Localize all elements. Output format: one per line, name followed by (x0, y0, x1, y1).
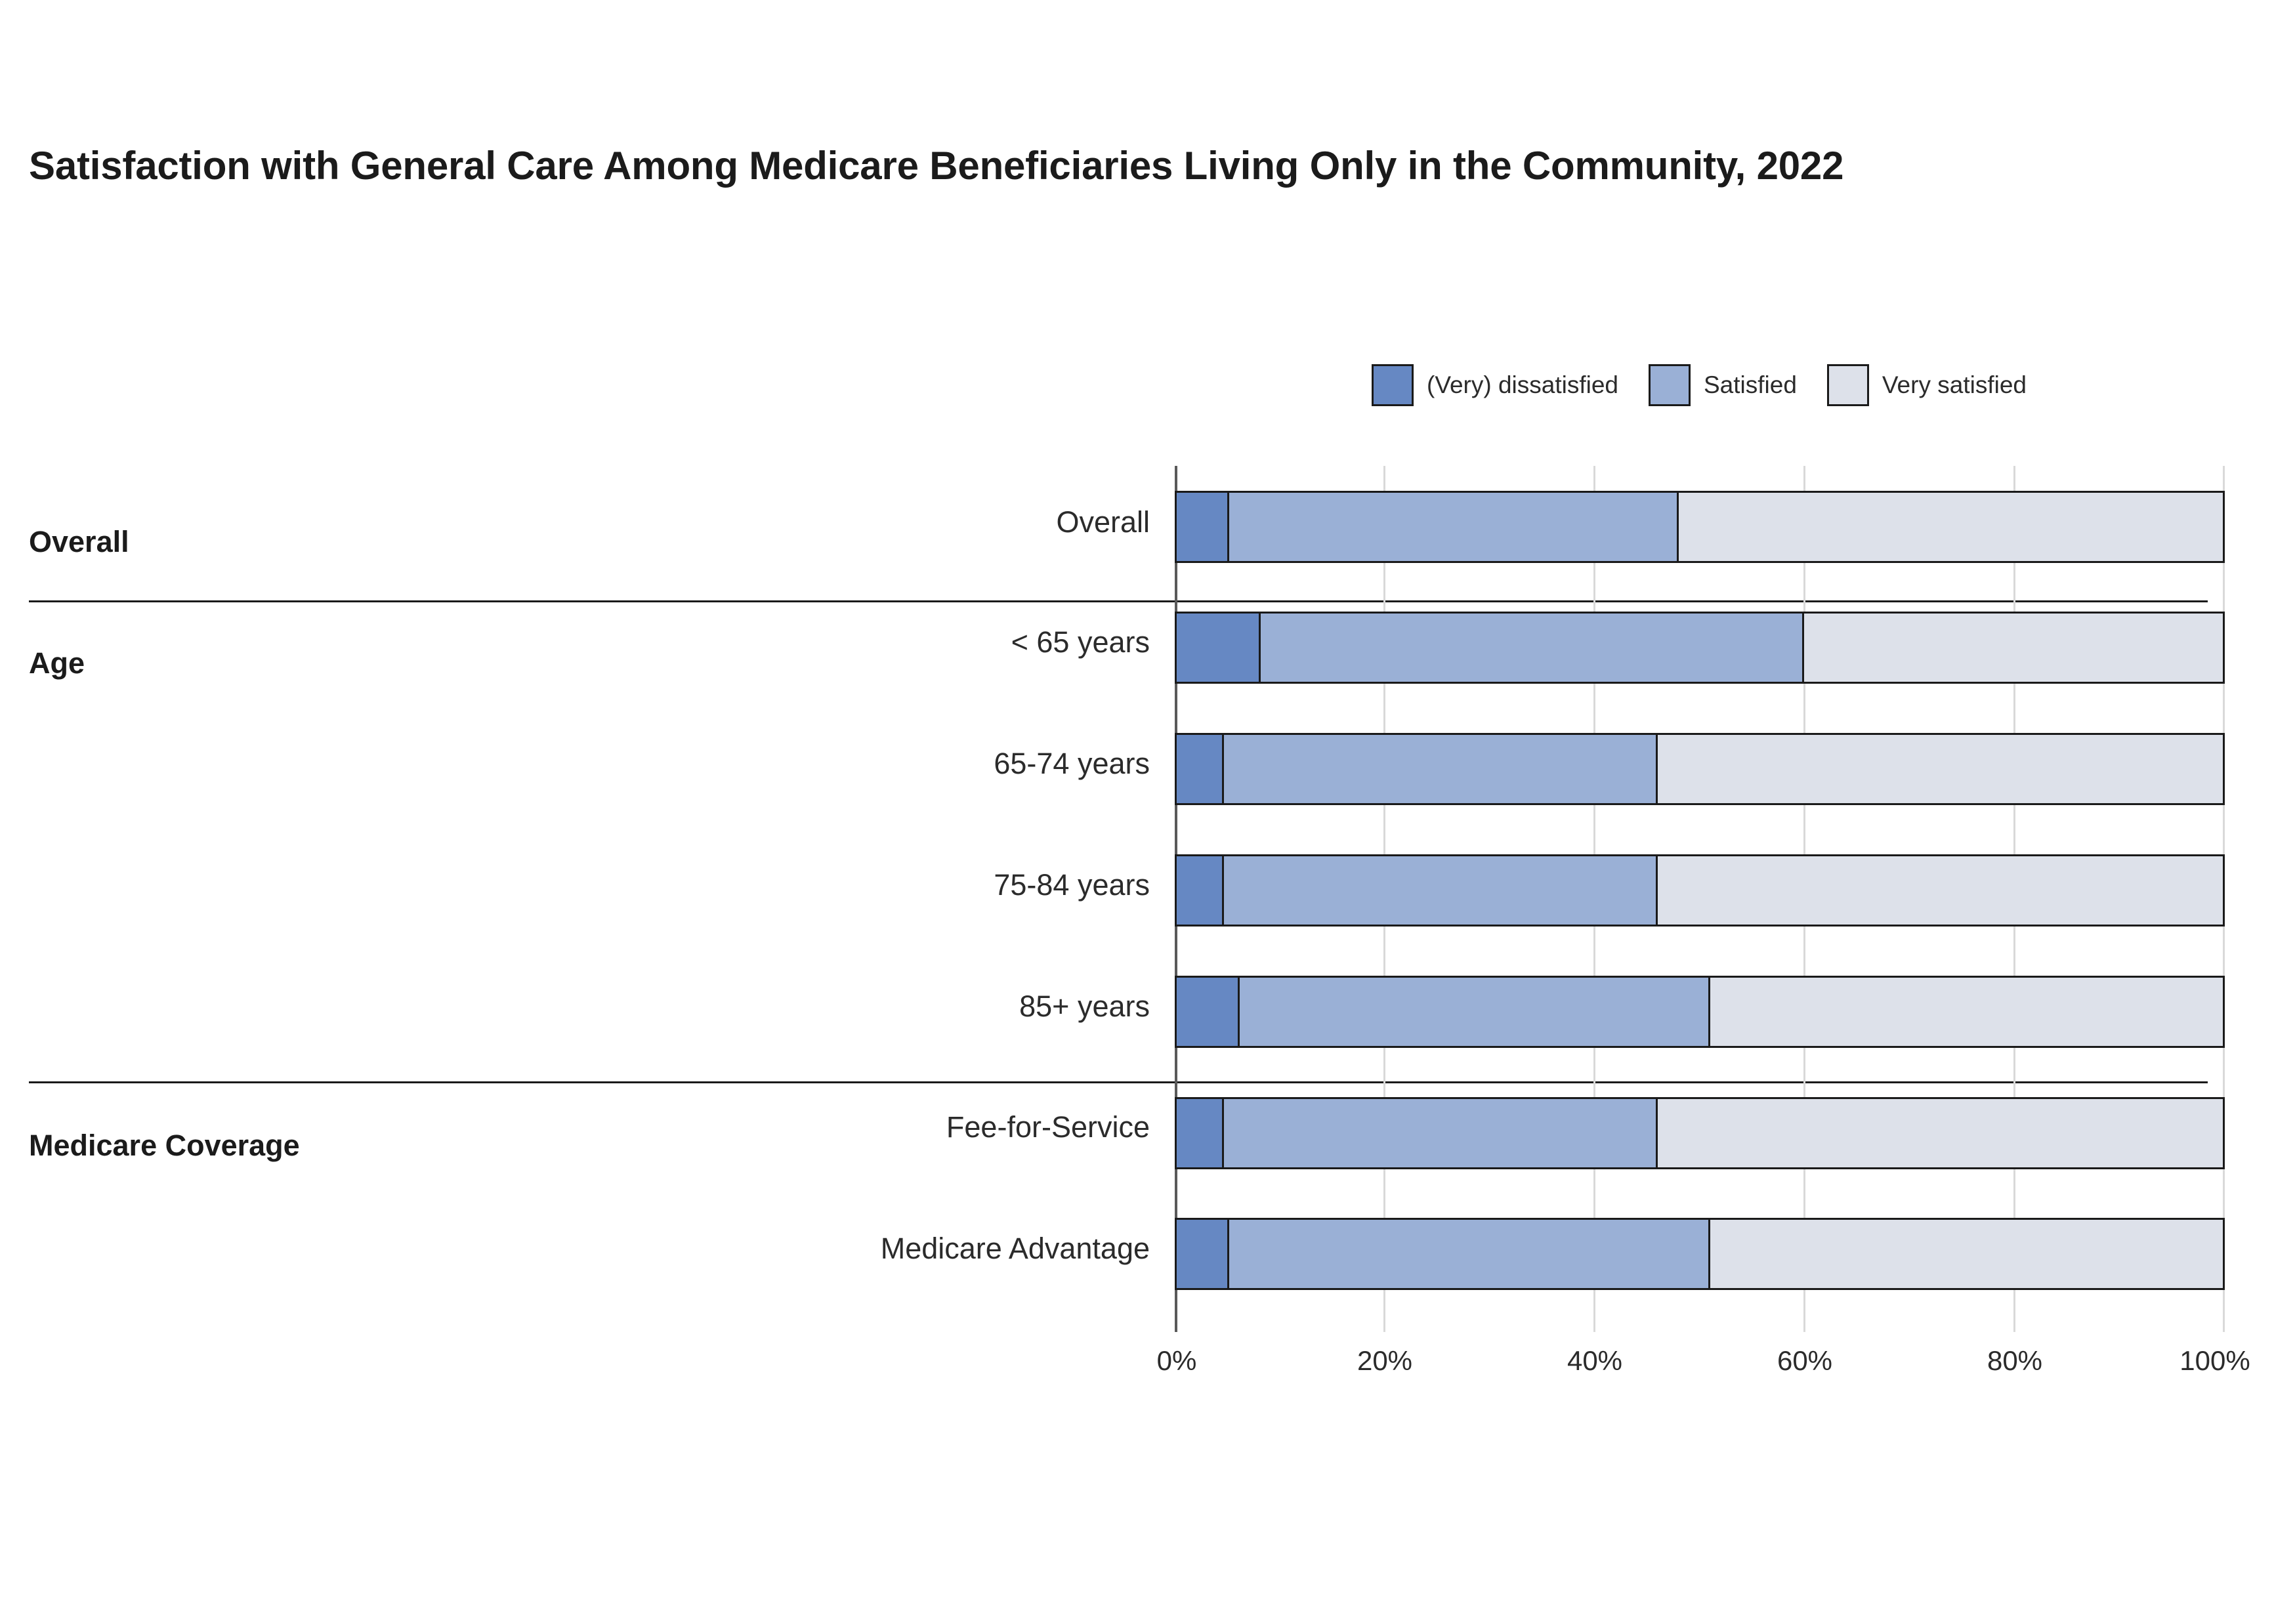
bar-row[interactable] (1175, 854, 2225, 927)
bar-segment-very-satisfied (1658, 735, 2223, 803)
x-tick-20: 20% (1357, 1345, 1413, 1376)
bar-segment-very-satisfied (1710, 1220, 2223, 1288)
x-tick-80: 80% (1987, 1345, 2043, 1376)
bar-row[interactable] (1175, 1218, 2225, 1290)
bar-segment-dissatisfied (1177, 1220, 1229, 1288)
bar-segment-dissatisfied (1177, 614, 1261, 682)
legend-swatch-icon (1827, 364, 1869, 406)
group-label-overall: Overall (29, 525, 129, 558)
bar-segment-dissatisfied (1177, 1099, 1224, 1167)
category-label-75-84: 75-84 years (994, 868, 1150, 902)
bar-row[interactable] (1175, 612, 2225, 684)
bar-segment-satisfied (1224, 856, 1658, 925)
group-label-age: Age (29, 646, 85, 680)
bar-segment-very-satisfied (1804, 614, 2223, 682)
chart-legend (1372, 364, 2027, 406)
page-title: Satisfaction with General Care Among Medicare Beneficiaries Living Only in the Community, 2022 (29, 144, 1844, 188)
bar-segment-satisfied (1224, 735, 1658, 803)
category-label-under-65: < 65 years (1011, 625, 1150, 659)
bar-segment-satisfied (1224, 1099, 1658, 1167)
x-tick-0: 0% (1156, 1345, 1197, 1376)
x-tick-40: 40% (1567, 1345, 1623, 1376)
category-axis (0, 466, 1152, 1332)
bar-segment-satisfied (1229, 1220, 1710, 1288)
legend-item-very-satisfied (1827, 364, 2027, 406)
bar-segment-dissatisfied (1177, 978, 1240, 1046)
x-tick-100: 100% (2179, 1345, 2250, 1376)
category-label-medicare-advantage: Medicare Advantage (880, 1232, 1150, 1265)
legend-label: Satisfied (1704, 371, 1797, 398)
plot-area (1175, 466, 2225, 1332)
bar-segment-dissatisfied (1177, 735, 1224, 803)
legend-item-satisfied (1649, 364, 1797, 406)
bar-segment-very-satisfied (1658, 1099, 2223, 1167)
legend-label: Very satisfied (1882, 371, 2027, 398)
category-label-fee-for-service: Fee-for-Service (946, 1110, 1150, 1144)
group-label-medicare-coverage: Medicare Coverage (29, 1129, 300, 1162)
category-label-85-plus: 85+ years (1019, 989, 1150, 1023)
bar-segment-very-satisfied (1679, 493, 2223, 561)
bar-segment-dissatisfied (1177, 856, 1224, 925)
bar-segment-satisfied (1261, 614, 1805, 682)
category-label-65-74: 65-74 years (994, 747, 1150, 780)
bar-row[interactable] (1175, 733, 2225, 805)
category-label-overall: Overall (1056, 505, 1150, 539)
x-tick-60: 60% (1777, 1345, 1833, 1376)
bar-segment-very-satisfied (1658, 856, 2223, 925)
legend-item-dissatisfied (1372, 364, 1618, 406)
legend-label: (Very) dissatisfied (1427, 371, 1618, 398)
bar-segment-dissatisfied (1177, 493, 1229, 561)
legend-swatch-icon (1649, 364, 1691, 406)
bar-row[interactable] (1175, 491, 2225, 563)
bar-row[interactable] (1175, 1097, 2225, 1169)
bar-segment-satisfied (1240, 978, 1710, 1046)
bar-segment-very-satisfied (1710, 978, 2223, 1046)
bar-segment-satisfied (1229, 493, 1679, 561)
legend-swatch-icon (1372, 364, 1414, 406)
bar-row[interactable] (1175, 976, 2225, 1048)
